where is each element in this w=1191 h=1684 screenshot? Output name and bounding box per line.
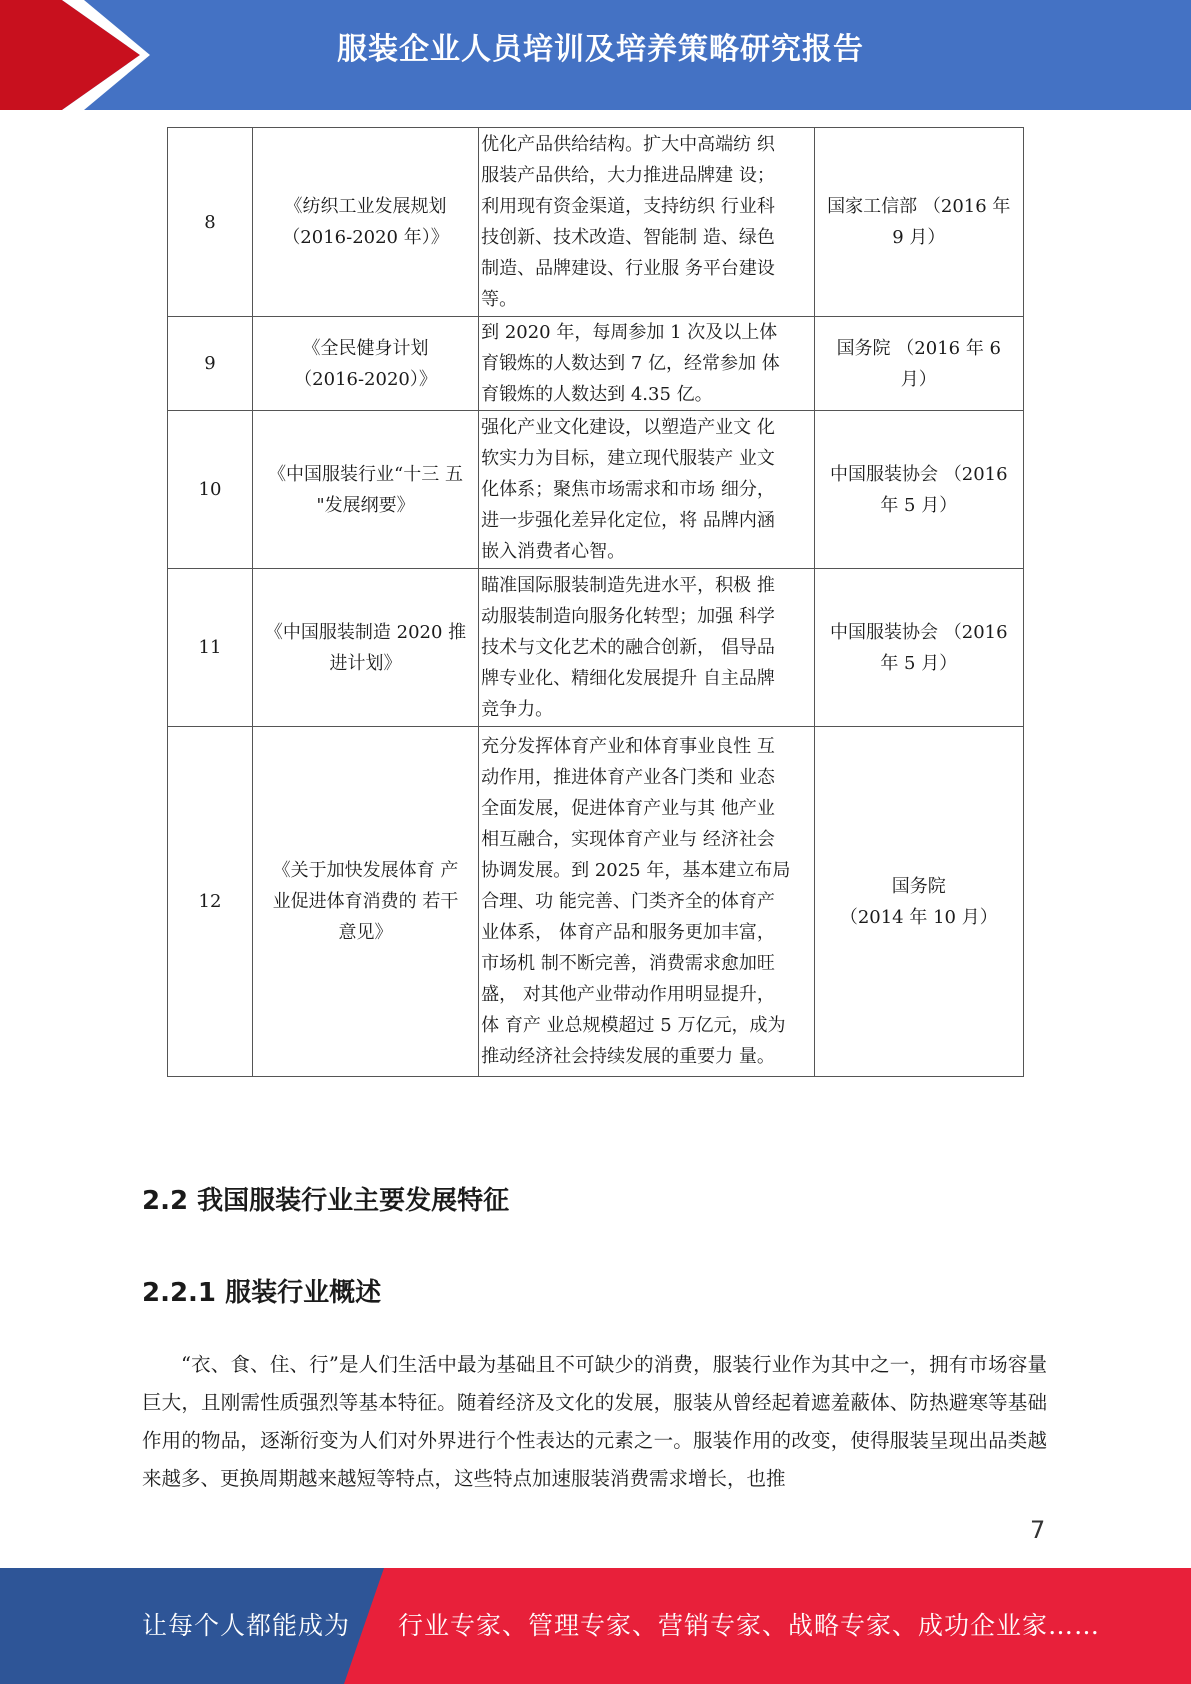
table-row <box>168 317 1024 411</box>
table-row <box>168 727 1024 1077</box>
body-paragraph: “衣、食、住、行”是人们生活中最为基础且不可缺少的消费，服装行业作为其中之一，拥有市场容量巨大，且刚需性质强烈等基本特征。随着经济及文化的发展，服装从曾经起着遮羞蔽体、防热避寒等基础作用的物品，逐渐衍变为人们对外界进行个性表达的元素之一。服装作用的改变，使得服装呈现出品类越来越多、更换周期越来越短等特点，这些特点加速服装消费需求增长，也推 <box>142 1353 1047 1490</box>
policy-description: 到 2020 年，每周参加 1 次及以上体 育锻炼的人数达到 7 亿，经常参加 体 育锻炼的人数达到 4.35 亿。 <box>479 317 814 411</box>
policy-name: 《中国服装行业“十三 五 "发展纲要》 <box>252 411 478 569</box>
header-title: 服装企业人员培训及培养策略研究报告 <box>337 32 864 67</box>
footer-slogan-left: 让每个人都能成为 <box>142 1611 351 1640</box>
subsection-heading: 2.2.1 服装行业概述 <box>142 1278 382 1308</box>
row-index: 9 <box>168 317 253 411</box>
section-heading: 2.2 我国服装行业主要发展特征 <box>142 1186 510 1216</box>
policy-source: 中国服装协会 （2016 年 5 月） <box>814 411 1023 569</box>
page-number: 7 <box>1030 1516 1046 1544</box>
policy-description: 优化产品供给结构。扩大中高端纺 织 服装产品供给，大力推进品牌建 设； 利用现有资金渠道，支持纺织 行业科 技创新、技术改造、智能制 造、绿色 制造、品牌建设、行业服 务平台建设 等。 <box>479 128 814 317</box>
table-row <box>168 128 1024 317</box>
policy-description: 强化产业文化建设，以塑造产业文 化 软实力为目标，建立现代服装产 业文 化体系；聚焦市场需求和市场 细分， 进一步强化差异化定位，将 品牌内涵 嵌入消费者心智。 <box>479 411 814 569</box>
row-index: 10 <box>168 411 253 569</box>
policy-table <box>167 127 1024 1077</box>
policy-name: 《全民健身计划 （2016-2020）》 <box>252 317 478 411</box>
row-index: 11 <box>168 569 253 727</box>
policy-source: 国务院 （2014 年 10 月） <box>814 727 1023 1077</box>
row-index: 12 <box>168 727 253 1077</box>
policy-source: 中国服装协会 （2016 年 5 月） <box>814 569 1023 727</box>
policy-name: 《中国服装制造 2020 推 进计划》 <box>252 569 478 727</box>
table-row <box>168 569 1024 727</box>
policy-description: 充分发挥体育产业和体育事业良性 互 动作用，推进体育产业各门类和 业态 全面发展，促进体育产业与其 他产业 相互融合，实现体育产业与 经济社会 协调发展。到 2025 年，基本建立布局 合理、功 能完善、门类齐全的体育产 业体系， 体育产品和服务更加丰富， 市场机 制不断完善，消费需求愈加旺 盛， 对其他产业带动作用明显提升， 体 育产 业总规模超过 5 万亿元，成为 推动经济社会持续发展的重要力 量。 <box>479 727 814 1077</box>
policy-source: 国家工信部 （2016 年 9 月） <box>814 128 1023 317</box>
row-index: 8 <box>168 128 253 317</box>
table-row <box>168 411 1024 569</box>
footer-slogan-right: 行业专家、管理专家、营销专家、战略专家、成功企业家…… <box>398 1611 1101 1640</box>
policy-description: 瞄准国际服装制造先进水平，积极 推 动服装制造向服务化转型；加强 科学 技术与文化艺术的融合创新， 倡导品 牌专业化、精细化发展提升 自主品牌 竞争力。 <box>479 569 814 727</box>
policy-source: 国务院 （2016 年 6 月） <box>814 317 1023 411</box>
page-header <box>0 0 1191 110</box>
policy-name: 《关于加快发展体育 产 业促进体育消费的 若干 意见》 <box>252 727 478 1077</box>
page-footer <box>0 1568 1191 1684</box>
policy-name: 《纺织工业发展规划 （2016-2020 年）》 <box>252 128 478 317</box>
